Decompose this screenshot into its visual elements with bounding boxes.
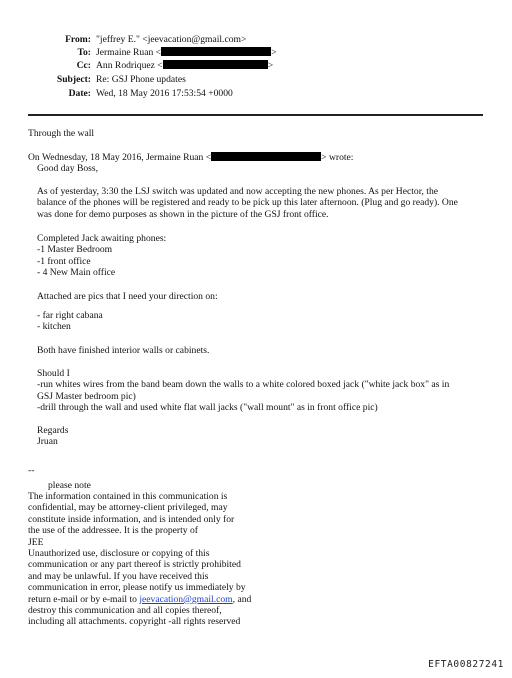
paragraph-line: was done for demo purposes as shown in the picture of the GSJ front office.: [37, 208, 329, 220]
subject-value: Re: GSJ Phone updates: [96, 74, 186, 85]
disclaimer-line: communication or any part thereof is strictly prohibited: [28, 559, 241, 571]
redaction-bar: [163, 60, 268, 69]
paragraph-line: As of yesterday, 3:30 the LSJ switch was updated and now accepting the new phones. As per Hector, the: [37, 186, 439, 197]
cc-value-text: Ann Rodriquez <: [96, 60, 163, 71]
to-close-bracket: >: [271, 47, 277, 58]
quote-intro-wrote: > wrote:: [321, 152, 354, 163]
list-item: -1 Master Bedroom: [37, 244, 113, 256]
reply-text: Through the wall: [28, 128, 95, 139]
completed-heading: Completed Jack awaiting phones:: [37, 233, 167, 244]
list-item: -1 front office: [37, 255, 91, 267]
disclaimer-block: [28, 491, 490, 628]
disclaimer-text: return e-mail or by e-mail to: [28, 593, 140, 605]
please-note: please note: [48, 480, 91, 491]
disclaimer-email-line: [28, 594, 490, 605]
both-line: Both have finished interior walls or cabinets.: [37, 345, 210, 356]
quoted-greeting: Good day Boss,: [37, 163, 99, 174]
disclaimer-line: destroy this communication and all copies thereof,: [28, 605, 222, 617]
list-item: -run whites wires from the band beam down the walls to a white colored boxed jack ("white jack box" as in: [37, 379, 450, 391]
signature: Jruan: [37, 436, 58, 448]
list-item: - far right cabana: [37, 310, 103, 321]
from-value: "jeffrey E." <jeevacation@gmail.com>: [96, 34, 247, 45]
document-id: EFTA00827241: [428, 658, 504, 670]
disclaimer-line: JEE: [28, 536, 44, 548]
disclaimer-text: , and: [232, 593, 252, 605]
disclaimer-line: confidential, may be attorney-client privileged, may: [28, 502, 228, 514]
redaction-bar: [161, 47, 271, 56]
list-item: GSJ Master bedroom pic): [37, 390, 136, 402]
list-item: -drill through the wall and used white flat wall jacks ("wall mount" as in front office pic): [37, 402, 378, 414]
completed-jacks-block: [37, 233, 495, 279]
quoted-paragraph-1: [37, 186, 495, 220]
disclaimer-line: The information contained in this communication is: [28, 491, 228, 502]
disclaimer-line: and may be unlawful. If you have received this: [28, 570, 209, 582]
to-value-text: Jermaine Ruan <: [96, 47, 162, 58]
paragraph-line: balance of the phones will be registered and ready to be pick up this later afternoon. (Plug and go ready). One: [37, 197, 458, 209]
quote-intro-text: On Wednesday, 18 May 2016, Jermaine Ruan <: [28, 152, 212, 163]
from-label: From:: [65, 34, 91, 45]
to-label: To:: [77, 47, 91, 58]
attached-line: Attached are pics that I need your direction on:: [37, 291, 218, 302]
redaction-bar: [211, 152, 321, 161]
subject-label: Subject:: [56, 74, 91, 85]
disclaimer-line: communication in error, please notify us immediately by: [28, 582, 246, 594]
signature-separator: --: [28, 465, 35, 476]
date-label: Date:: [68, 88, 91, 99]
should-heading: Should I: [37, 368, 70, 379]
signoff-block: [37, 425, 495, 448]
email-link[interactable]: jeevacation@gmail.com: [139, 593, 233, 605]
cc-value: [96, 60, 273, 71]
to-value: [96, 47, 277, 58]
cc-label: Cc:: [76, 60, 91, 71]
attached-items-block: [37, 310, 495, 333]
list-item: - 4 New Main office: [37, 267, 116, 279]
disclaimer-line: constitute inside information, and is intended only for: [28, 513, 235, 525]
disclaimer-line: the use of the addressee. It is the property of: [28, 525, 198, 537]
cc-close-bracket: >: [267, 60, 274, 71]
should-block: [37, 368, 495, 414]
quote-intro: [28, 152, 490, 163]
list-item: - kitchen: [37, 321, 71, 333]
date-value: Wed, 18 May 2016 17:53:54 +0000: [96, 88, 233, 99]
regards: Regards: [37, 425, 69, 436]
header-divider: [28, 114, 483, 116]
disclaimer-line: Unauthorized use, disclosure or copying of this: [28, 548, 210, 560]
disclaimer-line: including all attachments. copyright -all rights reserved: [28, 616, 241, 628]
